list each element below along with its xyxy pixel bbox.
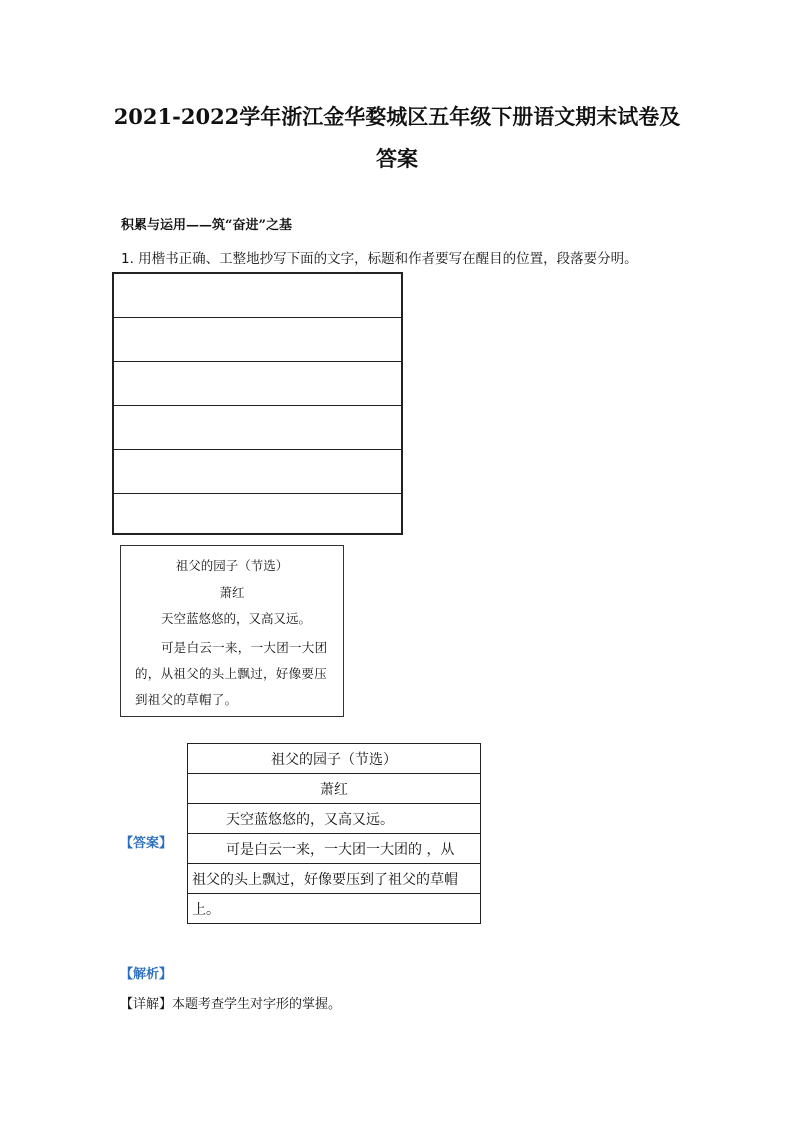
table-row — [188, 744, 481, 774]
answer-table — [187, 743, 481, 924]
grid-line — [114, 449, 401, 450]
analysis-label: 【解析】 — [120, 967, 173, 982]
table-row — [188, 894, 481, 924]
excerpt-paragraph-1: 天空蓝悠悠的，又高又远。 — [161, 611, 312, 626]
table-row — [188, 864, 481, 894]
excerpt-paragraph-2: 可是白云一来，一大团一大团的，从祖父的头上飘过，好像要压到祖父的草帽了。 — [135, 640, 328, 707]
title-line-1: 2021-2022学年浙江金华婺城区五年级下册语文期末试卷及 — [113, 104, 681, 129]
answer-cell: 上。 — [188, 894, 481, 924]
answer-label: 【答案】 — [120, 836, 173, 851]
answer-cell: 萧红 — [188, 774, 481, 804]
writing-grid — [112, 272, 403, 535]
answer-cell: 可是白云一来，一大团一大团的 ，从 — [188, 834, 481, 864]
answer-cell: 天空蓝悠悠的，又高又远。 — [188, 804, 481, 834]
answer-cell: 祖父的头上飘过，好像要压到了祖父的草帽 — [188, 864, 481, 894]
grid-line — [114, 405, 401, 406]
question-1: 1. 用楷书正确、工整地抄写下面的文字，标题和作者要写在醒目的位置，段落要分明。 — [121, 251, 638, 267]
answer-cell: 祖父的园子（节选） — [188, 744, 481, 774]
grid-line — [114, 493, 401, 494]
excerpt-author: 萧红 — [219, 585, 245, 600]
detail-text: 【详解】本题考查学生对字形的掌握。 — [120, 997, 342, 1012]
grid-line — [114, 317, 401, 318]
section-heading: 积累与运用——筑“奋进”之基 — [121, 218, 292, 233]
table-row — [188, 834, 481, 864]
excerpt-box — [120, 545, 344, 717]
grid-line — [114, 361, 401, 362]
excerpt-title: 祖父的园子（节选） — [175, 558, 289, 573]
document-title — [60, 96, 734, 180]
table-row — [188, 804, 481, 834]
table-row — [188, 774, 481, 804]
title-line-2: 答案 — [376, 146, 418, 171]
